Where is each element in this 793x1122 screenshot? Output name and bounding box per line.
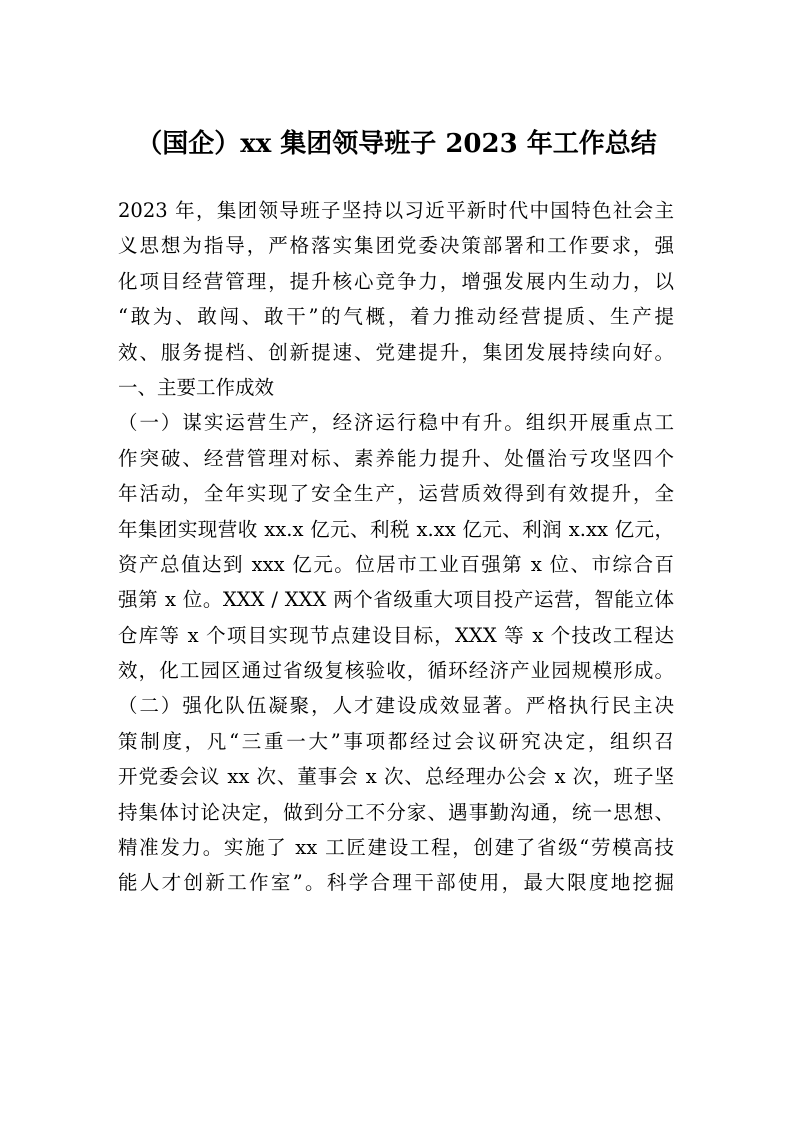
paragraph-line: 2023 年，集团领导班子坚持以习近平新时代中国特色社会主: [118, 199, 674, 222]
paragraph-line: 策制度，凡“三重一大”事项都经过会议研究决定，组织召: [118, 729, 674, 753]
document-body: [118, 193, 674, 901]
paragraph-line: （二）强化队伍凝聚，人才建设成效显著。严格执行民主决: [118, 694, 674, 718]
document-title: （国企）xx 集团领导班子 2023 年工作总结: [136, 129, 657, 159]
paragraph-line: 持集体讨论决定，做到分工不分家、遇事勤沟通，统一思想、: [118, 800, 674, 824]
paragraph-line: 开党委会议 xx 次、董事会 x 次、总经理办公会 x 次，班子坚: [118, 765, 674, 789]
paragraph-line: 效、服务提档、创新提速、党建提升，集团发展持续向好。: [118, 340, 674, 364]
paragraph-line: 化项目经营管理，提升核心竞争力，增强发展内生动力，以: [118, 269, 674, 293]
section-heading: 一、主要工作成效: [118, 375, 275, 399]
paragraph-line: 精准发力。实施了 xx 工匠建设工程，创建了省级“劳模高技: [118, 836, 674, 860]
paragraph-line: 仓库等 x 个项目实现节点建设目标，XXX 等 x 个技改工程达: [118, 623, 674, 647]
paragraph-line: “敢为、敢闯、敢干”的气概，着力推动经营提质、生产提: [118, 305, 674, 329]
paragraph-line: （一）谋实运营生产，经济运行稳中有升。组织开展重点工: [118, 411, 674, 435]
paragraph-line: 资产总值达到 xxx 亿元。位居市工业百强第 x 位、市综合百: [118, 552, 674, 576]
paragraph-line: 能人才创新工作室”。科学合理干部使用，最大限度地挖掘: [118, 871, 674, 895]
paragraph-line: 效，化工园区通过省级复核验收，循环经济产业园规模形成。: [118, 659, 674, 683]
paragraph-line: 作突破、经营管理对标、素养能力提升、处僵治亏攻坚四个: [118, 446, 674, 470]
paragraph-line: 强第 x 位。XXX / XXX 两个省级重大项目投产运营，智能立体: [118, 588, 674, 612]
paragraph-line: 年集团实现营收 xx.x 亿元、利税 x.xx 亿元、利润 x.xx 亿元，: [118, 517, 674, 541]
paragraph-line: 年活动，全年实现了安全生产，运营质效得到有效提升，全: [118, 482, 674, 506]
paragraph-line: 义思想为指导，严格落实集团党委决策部署和工作要求，强: [118, 234, 674, 258]
